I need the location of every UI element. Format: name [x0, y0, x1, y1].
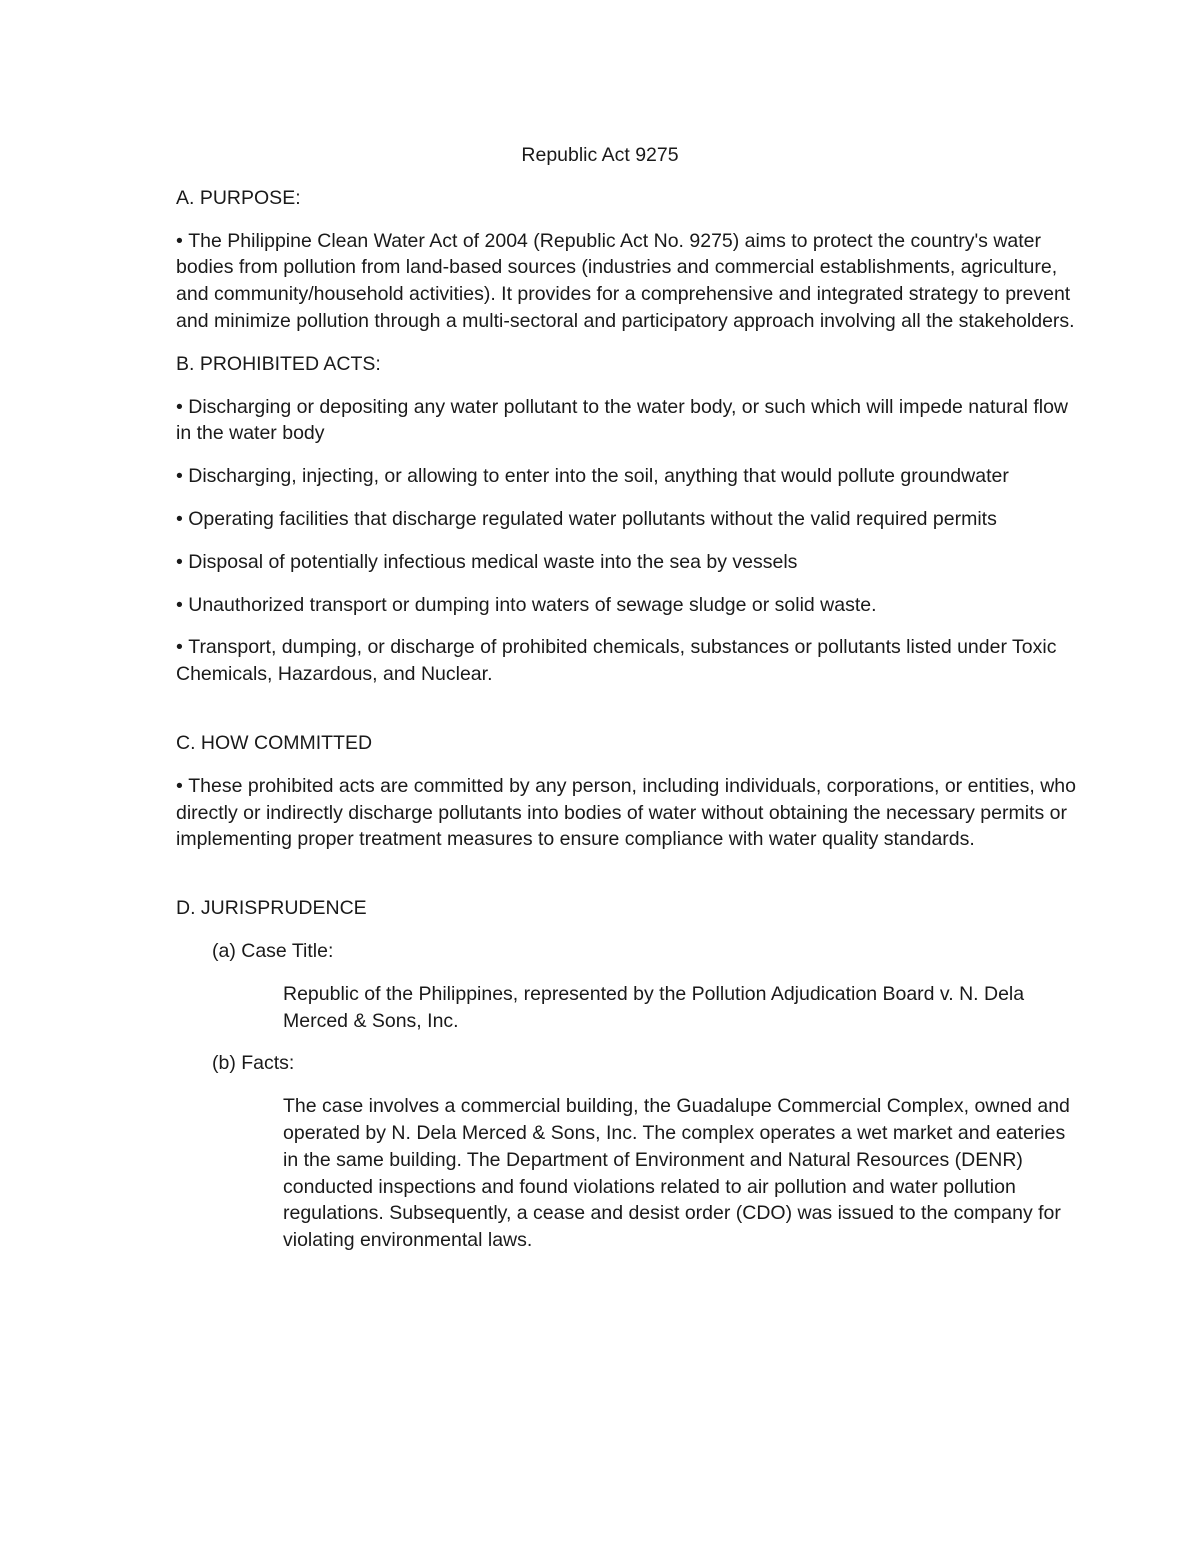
- committed-paragraph: • These prohibited acts are committed by any person, including individuals, corporations, or entities, who directly or indirectly discharge pollutants into bodies of water without obtaining the necessary permits or implementing proper treatment measures to ensure compliance with water quality standards.: [176, 773, 1076, 853]
- case-title-text: Republic of the Philippines, represented by the Pollution Adjudication Board v. N. Dela Merced & Sons, Inc.: [283, 982, 1025, 1032]
- section-b-heading: B. PROHIBITED ACTS:: [176, 352, 381, 375]
- facts-label: (b) Facts:: [212, 1052, 295, 1075]
- case-title-label: (a) Case Title:: [212, 939, 334, 962]
- section-spacer: [176, 869, 1076, 895]
- section-c-heading: C. HOW COMMITTED: [176, 731, 373, 754]
- prohibited-item: • Operating facilities that discharge regulated water pollutants without the valid required permits: [176, 506, 1076, 533]
- facts-text: The case involves a commercial building, the Guadalupe Commercial Complex, owned and operated by N. Dela Merced & Sons, Inc. The complex operates a wet market and eateries in the same building. The Department of Environment and Natural Resources (DENR) conducted inspections and found violations related to air pollution and water pollution regulations. Subsequently, a cease and desist order (CDO) was issued to the company for violating environmental laws.: [283, 1095, 1070, 1252]
- purpose-paragraph: • The Philippine Clean Water Act of 2004 (Republic Act No. 9275) aims to protect the country's water bodies from pollution from land-based sources (industries and commercial establishments, agriculture, and community/household activities). It provides for a comprehensive and integrated strategy to prevent and minimize pollution through a multi-sectoral and participatory approach involving all the stakeholders.: [176, 228, 1076, 335]
- section-a-heading: A. PURPOSE:: [176, 186, 301, 209]
- prohibited-item: • Discharging, injecting, or allowing to enter into the soil, anything that would pollute groundwater: [176, 463, 1076, 490]
- section-d-heading: D. JURISPRUDENCE: [176, 897, 367, 920]
- document-body: [176, 142, 1076, 1270]
- prohibited-item: • Disposal of potentially infectious medical waste into the sea by vessels: [176, 549, 1076, 576]
- prohibited-item: • Discharging or depositing any water pollutant to the water body, or such which will impede natural flow in the water body: [176, 394, 1076, 448]
- prohibited-item: • Transport, dumping, or discharge of prohibited chemicals, substances or pollutants listed under Toxic Chemicals, Hazardous, and Nuclear.: [176, 634, 1076, 688]
- section-spacer: [176, 704, 1076, 730]
- document-title: Republic Act 9275: [521, 144, 679, 166]
- prohibited-item: • Unauthorized transport or dumping into waters of sewage sludge or solid waste.: [176, 592, 1076, 619]
